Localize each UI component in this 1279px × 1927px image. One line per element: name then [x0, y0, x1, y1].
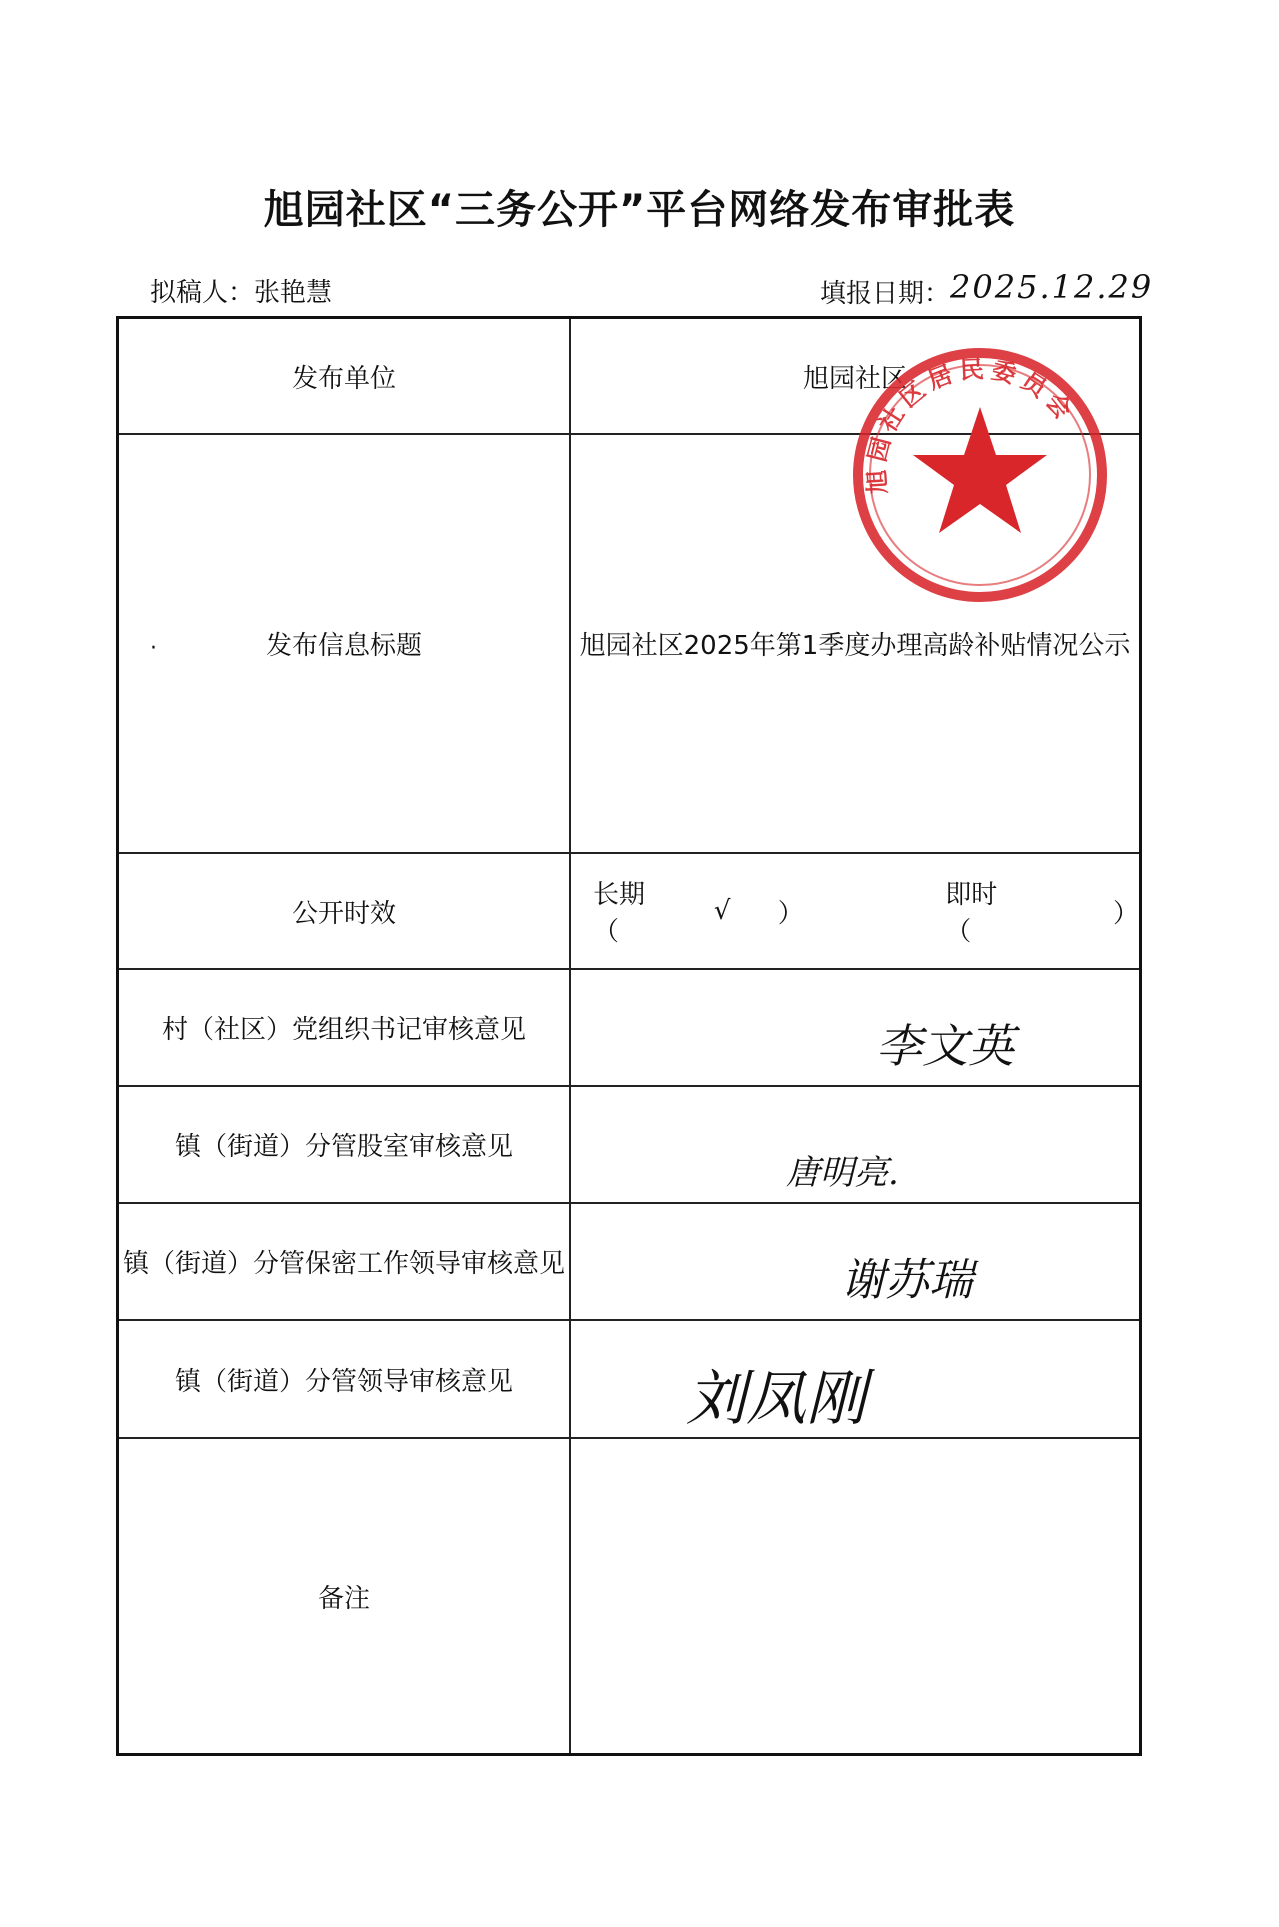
drafter-name: 张艳慧 — [254, 278, 333, 308]
validity-instant-close: ） — [1113, 898, 1140, 929]
stray-mark: · — [150, 636, 157, 661]
official-seal — [850, 345, 1110, 605]
validity-instant-label: 即时（ — [945, 880, 998, 947]
office-signature: 唐明亮. — [786, 1153, 899, 1193]
remarks-label: 备注 — [119, 1439, 571, 1753]
row-validity — [119, 854, 1139, 970]
row-secretary — [119, 970, 1139, 1087]
seal-text: 旭园社区居民委员会 — [862, 354, 1081, 495]
page-title: 旭园社区“三务公开”平台网络发布审批表 — [263, 187, 1016, 233]
drafter — [150, 272, 332, 309]
row-leader — [119, 1321, 1139, 1439]
row-remarks — [119, 1439, 1139, 1753]
secretary-signature: 李文英 — [876, 1019, 1014, 1073]
validity-long-check: √ — [713, 896, 731, 926]
remarks-value — [571, 1439, 1139, 1753]
unit-label: 发布单位 — [119, 319, 571, 433]
leader-label: 镇（街道）分管领导审核意见 — [119, 1321, 571, 1437]
info-title-label: 发布信息标题 — [119, 435, 571, 852]
validity-options — [571, 854, 1139, 968]
leader-signature: 刘凤刚 — [686, 1364, 866, 1434]
validity-label: 公开时效 — [119, 854, 571, 968]
validity-long-label: 长期（ — [593, 880, 646, 947]
row-office — [119, 1087, 1139, 1204]
unit-value: 旭园社区 — [802, 363, 907, 394]
validity-long-close: ） — [777, 898, 804, 929]
info-title-value: 旭园社区2025年第1季度办理高龄补贴情况公示 — [579, 631, 1131, 661]
secretary-label: 村（社区）党组织书记审核意见 — [119, 970, 571, 1085]
star-icon — [913, 407, 1047, 533]
fill-date — [820, 268, 1154, 310]
confidential-signature: 谢苏瑞 — [841, 1255, 973, 1306]
fill-date-value: 2025.12.29 — [950, 268, 1154, 306]
confidential-label: 镇（街道）分管保密工作领导审核意见 — [119, 1204, 571, 1319]
drafter-label: 拟稿人： — [150, 278, 255, 308]
office-label: 镇（街道）分管股室审核意见 — [119, 1087, 571, 1202]
fill-date-label: 填报日期： — [820, 279, 951, 309]
row-confidential — [119, 1204, 1139, 1321]
